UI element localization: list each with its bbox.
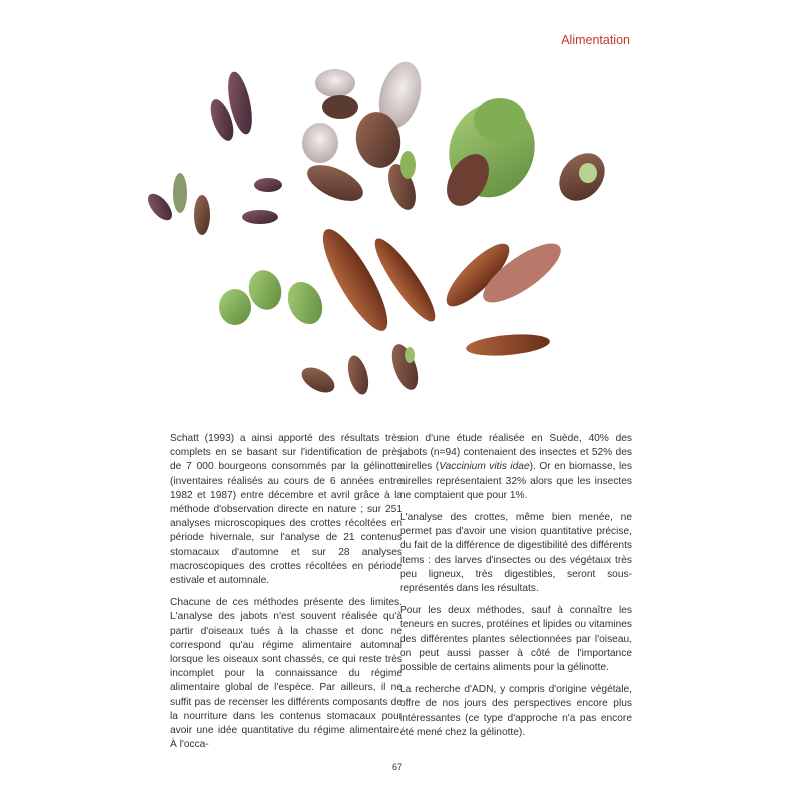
paragraph: La recherche d'ADN, y compris d'origine végétale, offre de nos jours des perspectives encore plus intéressantes (ce type d'approche n'a pas encore été mené chez la gélinotte).: [400, 684, 632, 738]
bud-icon: [302, 158, 368, 209]
bud-icon: [400, 151, 416, 179]
bud-icon: [194, 195, 210, 235]
plant-buds-photo: [140, 55, 670, 420]
paragraph: [400, 432, 632, 503]
bud-icon: [173, 173, 187, 213]
species-name: Vaccinium vitis idae: [439, 461, 530, 473]
bud-icon: [242, 210, 278, 224]
paragraph: Chacune de ces méthodes présente des limites. L'analyse des jabots n'est souvent réalisée qu'à partir d'oiseaux tués à la chasse et donc ne correspond qu'au régime alimentaire automnal lorsque les oiseaux sont chassés, ce qui reste très incomplet pour la connaissance du régime alimentaire global de l'espèce. Par ailleurs, il ne suffit pas de recenser les différents composants de la nourriture dans les contenus stomacaux pour avoir une idée quantitative du régime alimentaire. À l'occa-: [170, 597, 402, 751]
catkin-icon: [302, 123, 338, 163]
text-column-right: [400, 432, 632, 748]
bud-icon: [144, 190, 177, 225]
bud-icon: [579, 163, 597, 183]
text-column-left: [170, 432, 402, 760]
bud-icon: [386, 341, 423, 394]
page-number: 67: [392, 762, 403, 772]
beech-bud-icon: [312, 222, 398, 338]
section-header: Alimentation: [561, 33, 630, 47]
paragraph: Pour les deux méthodes, sauf à connaître les teneurs en sucres, protéines et lipides ou vitamines des différentes plantes sélectionnées par l'oiseau, on peut aussi passer à côté de l'importance possible de certains aliments pour la gélinotte.: [400, 605, 632, 674]
buds-illustration: [140, 55, 670, 420]
bud-icon: [297, 362, 338, 397]
paragraph: Schatt (1993) a ainsi apporté des résultats très complets en se basant sur l'identification de près de 7 000 bourgeons consommés par la gélinotte (inventaires réalisés au cours de 6 années entre 1982 et 1987) entre décembre et avril grâce à la méthode d'observation directe en nature ; sur 251 analyses microscopiques des crottes récoltées en période hivernale, sur l'analyse de 21 contenus stomacaux d'automne et sur 28 analyses macroscopiques des crottes récoltées en période estivale et automnale.: [170, 433, 402, 587]
catkin-icon: [315, 69, 355, 97]
bud-icon: [344, 353, 372, 396]
green-bud-icon: [219, 289, 251, 325]
green-bud-icon: [281, 276, 329, 329]
bud-icon: [254, 178, 282, 192]
text-run: sion d'une étude réalisée en Suède, 40% des jabots (n=94) contenaient des insectes et 52% des airelles (: [400, 433, 632, 473]
text-run: ). Or en biomasse, les airelles représentaient 32% alors que les insectes ne comptaient que pour 1%.: [400, 461, 633, 501]
catkin-icon: [322, 95, 358, 119]
paragraph: L'analyse des crottes, même bien menée, ne permet pas d'avoir une vision quantitative précise, du fait de la différence de digestibilité des différents items : des larves d'insectes ou des végétaux très peu ligneux, très digestibles, seront sous-représentés dans les résultats.: [400, 512, 632, 595]
opening-bud-icon: [474, 98, 526, 142]
beech-bud-icon: [465, 331, 550, 358]
bud-icon: [405, 347, 415, 363]
